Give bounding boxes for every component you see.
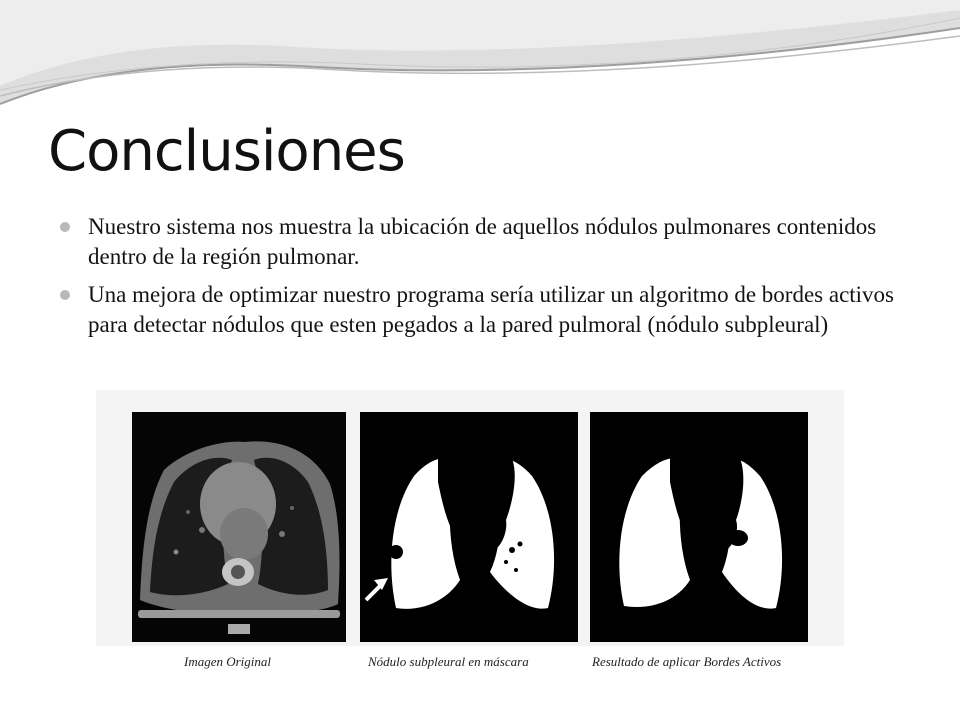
bullet-text: Una mejora de optimizar nuestro programa sería utilizar un algoritmo de bordes activos para detectar nódulos que esten pegados a la pared pulmoral (nódulo subpleural)	[88, 282, 895, 337]
mask-image	[360, 412, 578, 642]
bullet-item	[60, 280, 920, 340]
ct-original-image	[132, 412, 346, 642]
caption-mask: Nódulo subpleural en máscara	[368, 654, 529, 669]
slide-title: Conclusiones	[48, 119, 405, 184]
figure-panel	[96, 390, 844, 646]
bullet-text: Nuestro sistema nos muestra la ubicación de aquellos nódulos pulmonares contenidos dentro de la región pulmonar.	[88, 214, 877, 269]
bullet-dot-icon	[60, 222, 70, 232]
active-contours-result-image	[590, 412, 808, 642]
bullet-list	[60, 212, 920, 348]
caption-original: Imagen Original	[184, 654, 272, 669]
caption-result: Resultado de aplicar Bordes Activos	[592, 654, 782, 669]
bullet-dot-icon	[60, 290, 70, 300]
bullet-item	[60, 212, 920, 272]
header-swoosh-decoration	[0, 0, 960, 110]
